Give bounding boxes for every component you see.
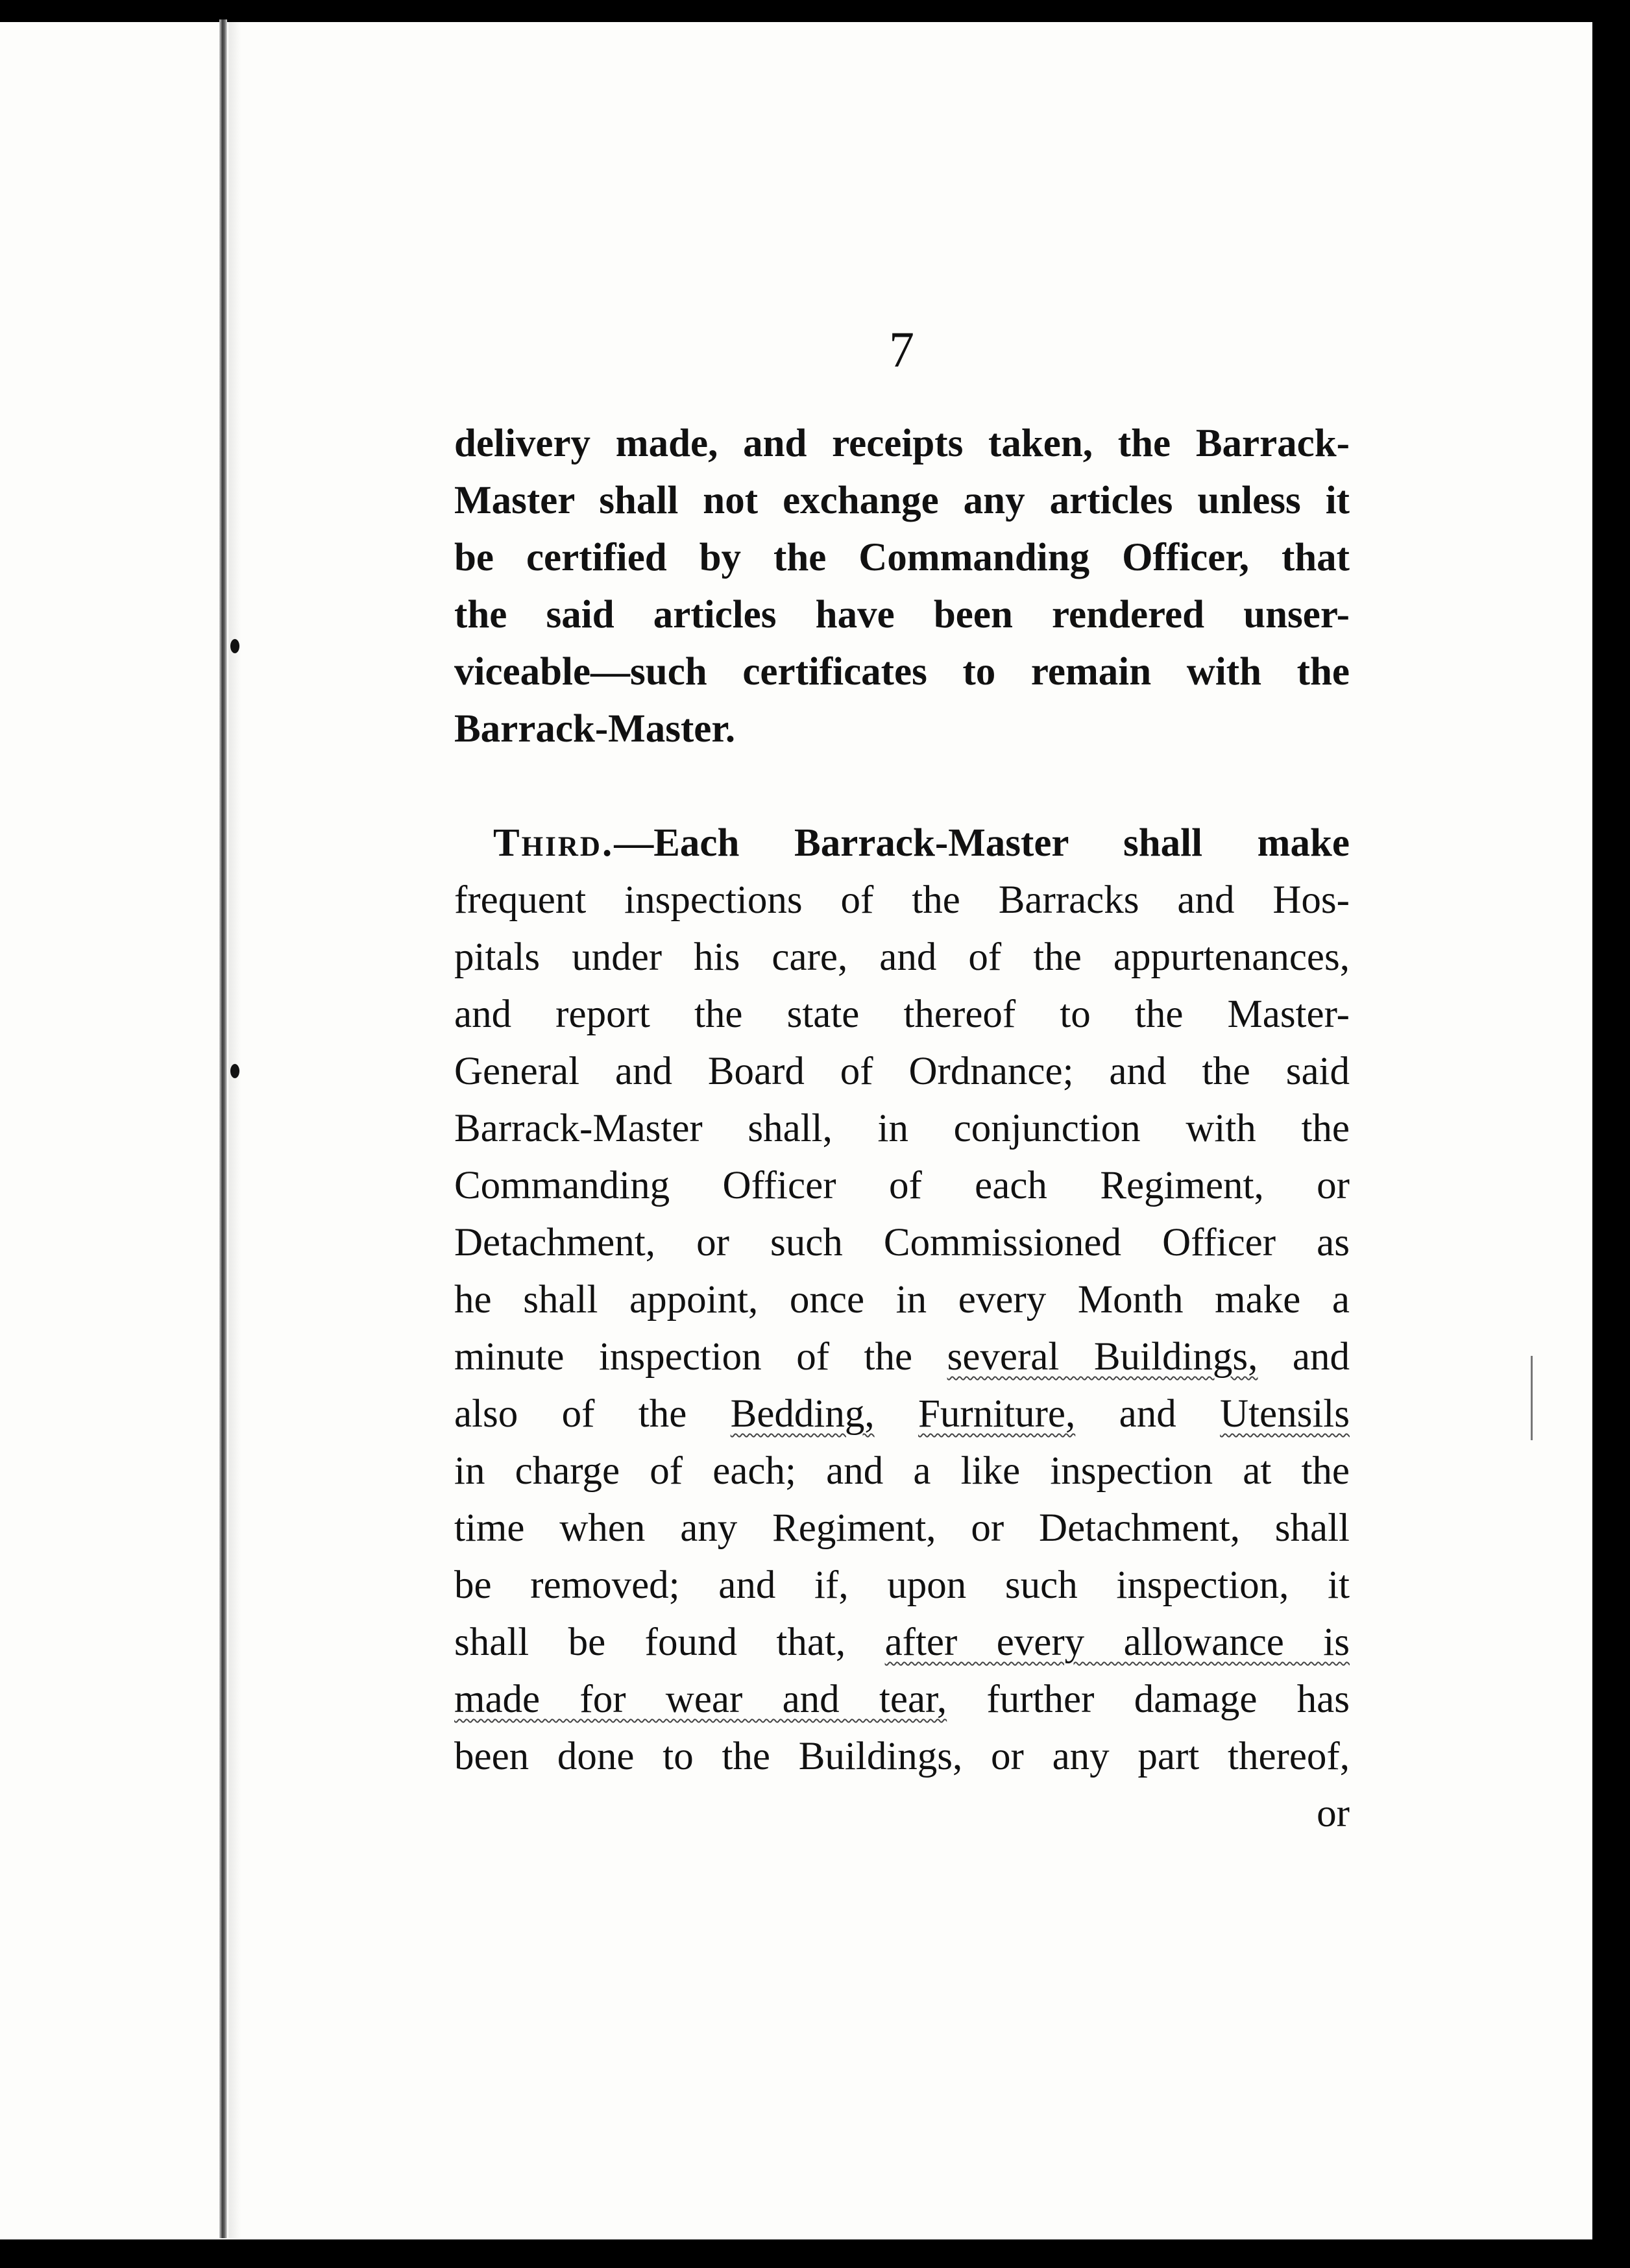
text-line: pitals under his care, and of the appurtenances,: [454, 935, 1350, 979]
text-line: [454, 1329, 1350, 1386]
underlined-text: several Buildings,: [947, 1335, 1258, 1379]
paragraph-gap: [454, 758, 1350, 815]
text-line: been done to the Buildings, or any part thereof,: [454, 1735, 1350, 1778]
text-line: Barrack-Master.: [454, 707, 736, 751]
underlined-text: Utensils: [1220, 1392, 1350, 1436]
text-line: the said articles have been rendered unser-: [454, 593, 1350, 636]
scan-border-right: [1592, 0, 1630, 2268]
text-line: time when any Regiment, or Detachment, shall: [454, 1506, 1350, 1550]
text-line: Commanding Officer of each Regiment, or: [454, 1164, 1350, 1207]
text-line: [454, 1386, 1350, 1443]
text-line: be certified by the Commanding Officer, that: [454, 536, 1350, 579]
binding-stitch-mark: [230, 639, 239, 653]
binding-stitch-mark: [230, 1064, 239, 1078]
text-line: Detachment, or such Commissioned Officer as: [454, 1221, 1350, 1264]
underlined-text: Bedding,: [730, 1392, 875, 1436]
text-line: [454, 815, 1350, 872]
text-line: he shall appoint, once in every Month make a: [454, 1278, 1350, 1321]
text-run: shall be found that,: [454, 1621, 885, 1664]
scan-border-top: [0, 0, 1630, 22]
text-line: [454, 1614, 1350, 1671]
text-run: minute inspection of the: [454, 1335, 947, 1379]
text-line: Barrack-Master shall, in conjunction with the: [454, 1107, 1350, 1150]
binding-gutter: [219, 19, 227, 2238]
text-run: and: [1258, 1335, 1350, 1379]
underlined-text: made for wear and tear,: [454, 1678, 947, 1721]
text-line: Master shall not exchange any articles unless it: [454, 479, 1350, 522]
text-run: and: [1075, 1392, 1221, 1436]
text-line: in charge of each; and a like inspection at the: [454, 1449, 1350, 1493]
text-line: frequent inspections of the Barracks and Hos-: [454, 878, 1350, 922]
section-heading-word: Third.: [493, 821, 614, 865]
body-text: [454, 415, 1350, 1842]
text-line: General and Board of Ordnance; and the said: [454, 1050, 1350, 1093]
underlined-text: Furniture,: [918, 1392, 1076, 1436]
text-line: be removed; and if, upon such inspection, it: [454, 1563, 1350, 1607]
text-run: further damage has: [947, 1678, 1350, 1721]
text-run: —Each Barrack-Master shall make: [614, 821, 1350, 865]
text-line: viceable—such certificates to remain with the: [454, 650, 1350, 694]
text-line: and report the state thereof to the Master-: [454, 993, 1350, 1036]
underlined-text: after every allowance is: [884, 1621, 1350, 1664]
text-line: delivery made, and receipts taken, the Barrack-: [454, 422, 1350, 465]
text-run: also of the: [454, 1392, 731, 1436]
text-run: [875, 1392, 918, 1436]
scan-border-bottom: [0, 2239, 1630, 2268]
page-number: 7: [889, 321, 914, 378]
text-line: [454, 1671, 1350, 1728]
margin-mark: [1531, 1356, 1533, 1440]
catchword: or: [1317, 1792, 1350, 1835]
gutter-shadow: [228, 19, 241, 2238]
